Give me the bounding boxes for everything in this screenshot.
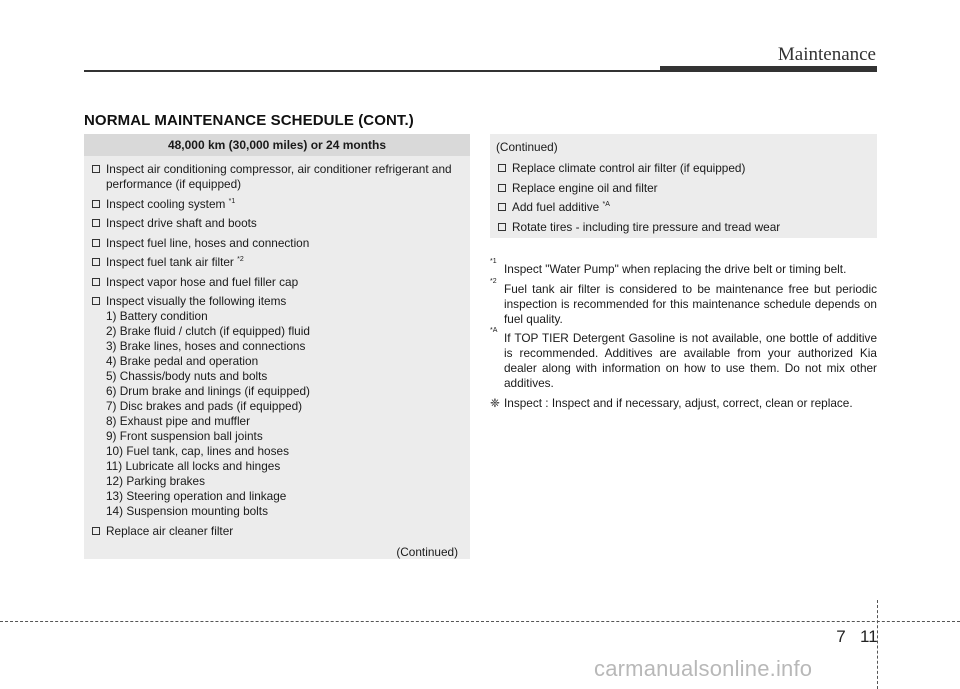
schedule-panel-right	[490, 134, 877, 238]
continued-label: (Continued)	[496, 140, 558, 154]
sub-item: 9) Front suspension ball joints	[106, 429, 263, 443]
sub-item: 14) Suspension mounting bolts	[106, 504, 268, 518]
footnote-mark: *2	[237, 256, 244, 264]
interval-heading: 48,000 km (30,000 miles) or 24 months	[84, 134, 470, 156]
header-rule-accent	[660, 66, 877, 72]
checkbox-icon	[498, 184, 506, 192]
section-title: NORMAL MAINTENANCE SCHEDULE (CONT.)	[84, 112, 414, 129]
sub-item: 3) Brake lines, hoses and connections	[106, 339, 306, 353]
list-item: Replace climate control air filter (if equipped)	[496, 161, 871, 176]
page-header-title: Maintenance	[777, 44, 876, 65]
sub-item: 6) Drum brake and linings (if equipped)	[106, 384, 310, 398]
checkbox-icon	[92, 278, 100, 286]
checkbox-icon	[92, 165, 100, 173]
list-item: Inspect cooling system $^{*1}$	[90, 197, 464, 212]
schedule-panel-left	[84, 134, 470, 559]
list-item: Inspect fuel line, hoses and connection	[90, 236, 464, 251]
footnote: *2 Fuel tank air filter is considered to be maintenance free but periodic inspection is recommended for this maintenance schedule depends on fuel quality.	[490, 277, 877, 326]
checklist	[490, 134, 877, 235]
sub-item: 7) Disc brakes and pads (if equipped)	[106, 399, 303, 413]
list-item: Inspect drive shaft and boots	[90, 216, 464, 231]
footer-rule	[0, 621, 960, 622]
sub-item: 12) Parking brakes	[106, 474, 206, 488]
sub-item: 10) Fuel tank, cap, lines and hoses	[106, 444, 289, 458]
checkbox-icon	[92, 258, 100, 266]
list-item: Inspect air conditioning compressor, air conditioner refrigerant and performance (if equipped)	[90, 162, 464, 192]
footnote: *A If TOP TIER Detergent Gasoline is not available, one bottle of additive is recommended. Additives are available from your authorized Kia dealer along with information on how to use them. Do not mix other additives.	[490, 327, 877, 390]
sub-item: 1) Battery condition	[106, 309, 208, 323]
sub-item: 8) Exhaust pipe and muffler	[106, 414, 251, 428]
sub-item: 2) Brake fluid / clutch (if equipped) fluid	[106, 324, 310, 338]
header-rule	[84, 70, 660, 72]
footnote: ❈ Inspect : Inspect and if necessary, adjust, correct, clean or replace.	[490, 395, 853, 410]
note-symbol-icon: ❈	[490, 395, 500, 410]
list-item: Rotate tires - including tire pressure and tread wear	[496, 220, 871, 235]
list-item: Inspect fuel tank air filter $^{*2}$	[90, 255, 464, 270]
list-item: Inspect vapor hose and fuel filler cap	[90, 275, 464, 290]
checkbox-icon	[92, 200, 100, 208]
continued-label: (Continued)	[396, 544, 458, 559]
footnote-mark: *1	[228, 197, 236, 205]
checkbox-icon	[498, 164, 506, 172]
page-index: 11	[860, 627, 878, 646]
footnotes	[490, 258, 877, 415]
footnote: *1 Inspect "Water Pump" when replacing the drive belt or timing belt.	[490, 258, 847, 276]
sub-item: 4) Brake pedal and operation	[106, 354, 259, 368]
checkbox-icon	[92, 239, 100, 247]
page-number	[832, 627, 878, 647]
checkbox-icon	[92, 219, 100, 227]
checkbox-icon	[92, 297, 100, 305]
checkbox-icon	[92, 527, 100, 535]
checklist	[84, 156, 470, 560]
list-item: Inspect visually the following items 1) Battery condition 2) Brake fluid / clutch (if equipped) fluid 3) Brake lines, hoses and connections 4) Brake pedal and operation 5) Chassis/body nuts and bolts 6) Drum brake and linings (if equipped) 7) Disc brakes and pads (if equipped) 8) Exhaust pipe and muffler 9) Front suspension ball joints 10) Fuel tank, cap, lines and hoses 11) Lubricate all locks and hinges 12) Parking brakes 13) Steering operation and linkage 14) Suspension mounting bolts	[90, 294, 464, 519]
watermark: carmanualsonline.info	[594, 656, 813, 681]
sub-item: 13) Steering operation and linkage	[106, 489, 287, 503]
checkbox-icon	[498, 203, 506, 211]
sub-item: 5) Chassis/body nuts and bolts	[106, 369, 268, 383]
list-item: Replace engine oil and filter	[496, 181, 871, 196]
sub-item: 11) Lubricate all locks and hinges	[106, 459, 281, 473]
checkbox-icon	[498, 223, 506, 231]
list-item: Replace air cleaner filter	[90, 524, 464, 539]
footnote-mark: *A	[602, 201, 610, 209]
chapter-number: 7	[836, 627, 846, 646]
list-item: Add fuel additive $^{*A}$	[496, 200, 871, 215]
